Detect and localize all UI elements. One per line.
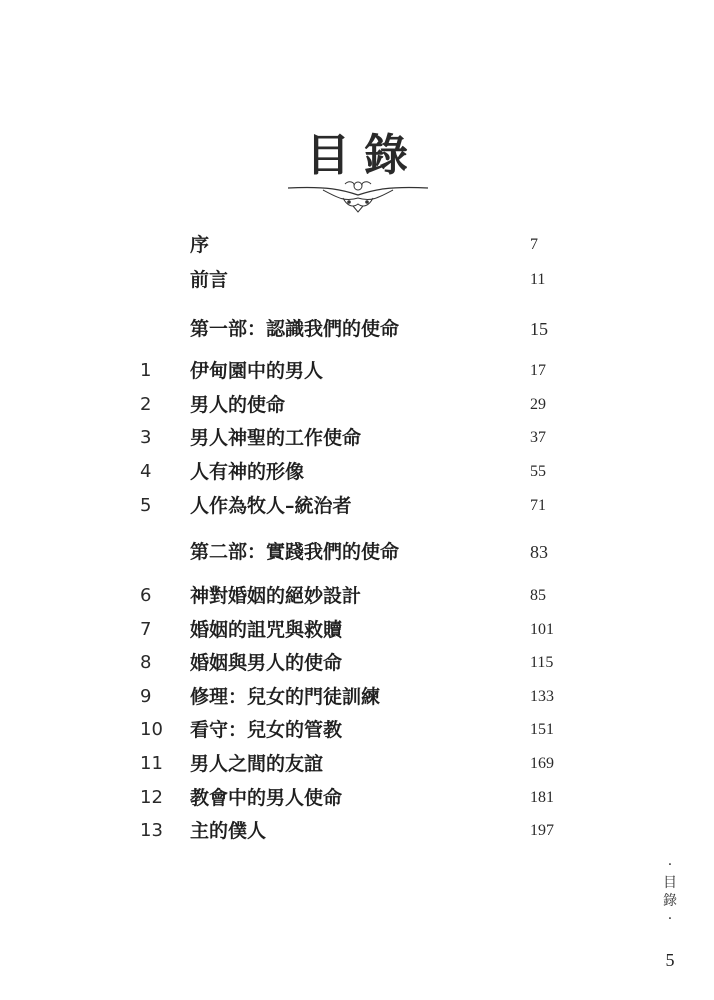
entry-title: 主的僕人 (190, 820, 267, 842)
entry-title: 神對婚姻的絕妙設計 (190, 585, 362, 607)
entry-title: 修理：兒女的門徒訓練 (190, 686, 381, 708)
toc-entry (0, 816, 714, 846)
page-number: 17 (530, 362, 546, 379)
page-number: 7 (530, 236, 538, 253)
entry-title: 伊甸園中的男人 (190, 360, 324, 382)
chapter-number: 8 (140, 652, 152, 673)
chapter-number: 7 (140, 619, 152, 640)
toc-entry (0, 615, 714, 645)
toc-entry (0, 682, 714, 712)
page-number: 115 (530, 654, 554, 671)
toc-entry (0, 581, 714, 611)
page-number: 37 (530, 429, 546, 446)
running-head-dot: · (667, 857, 673, 873)
page-number: 169 (530, 755, 554, 772)
page-number: 55 (530, 463, 546, 480)
chapter-number: 6 (140, 585, 152, 606)
entry-title: 人作為牧人–統治者 (190, 495, 352, 517)
page-number: 29 (530, 396, 546, 413)
running-head-dot: · (667, 911, 673, 927)
running-head-char: 目 (663, 875, 677, 891)
running-head-char: 錄 (663, 893, 677, 909)
page-number: 71 (530, 497, 546, 514)
entry-title: 男人的使命 (190, 394, 286, 416)
chapter-number: 1 (140, 360, 152, 381)
toc-entry (0, 749, 714, 779)
page-number: 85 (530, 587, 546, 604)
toc-entry (0, 390, 714, 420)
page-number: 133 (530, 688, 554, 705)
page-number: 15 (530, 319, 548, 339)
toc-entry (0, 265, 714, 295)
entry-title: 第一部：認識我們的使命 (190, 318, 400, 340)
chapter-number: 11 (140, 753, 163, 774)
page-number: 101 (530, 621, 554, 638)
entry-title: 男人神聖的工作使命 (190, 427, 362, 449)
entry-title: 人有神的形像 (190, 461, 305, 483)
running-head (660, 856, 680, 928)
entry-title: 婚姻與男人的使命 (190, 652, 343, 674)
entry-title: 第二部：實踐我們的使命 (190, 541, 400, 563)
page-number: 83 (530, 542, 548, 562)
title-ornament (283, 176, 433, 216)
chapter-number: 4 (140, 461, 152, 482)
chapter-number: 12 (140, 787, 163, 808)
toc-entry (0, 648, 714, 678)
page-number: 151 (530, 721, 554, 738)
entry-title: 男人之間的友誼 (190, 753, 324, 775)
folio-page-number: 5 (665, 950, 675, 970)
chapter-number: 9 (140, 686, 152, 707)
entry-title: 前言 (190, 269, 229, 291)
entry-title: 看守：兒女的管教 (190, 719, 343, 741)
toc-entry (0, 457, 714, 487)
chapter-number: 10 (140, 719, 163, 740)
page-number: 197 (530, 822, 554, 839)
page-number: 11 (530, 271, 546, 288)
toc-entry (0, 230, 714, 260)
page-title: 目錄 (306, 130, 422, 181)
toc-entry (0, 783, 714, 813)
entry-title: 教會中的男人使命 (190, 787, 343, 809)
part-heading (0, 537, 714, 567)
chapter-number: 2 (140, 394, 152, 415)
chapter-number: 5 (140, 495, 152, 516)
toc-entry (0, 715, 714, 745)
chapter-number: 13 (140, 820, 163, 841)
part-heading (0, 314, 714, 344)
toc-entry (0, 491, 714, 521)
page-number: 181 (530, 789, 554, 806)
toc-entry (0, 356, 714, 386)
entry-title: 婚姻的詛咒與救贖 (190, 619, 343, 641)
chapter-number: 3 (140, 427, 152, 448)
entry-title: 序 (190, 234, 210, 256)
toc-entry (0, 423, 714, 453)
